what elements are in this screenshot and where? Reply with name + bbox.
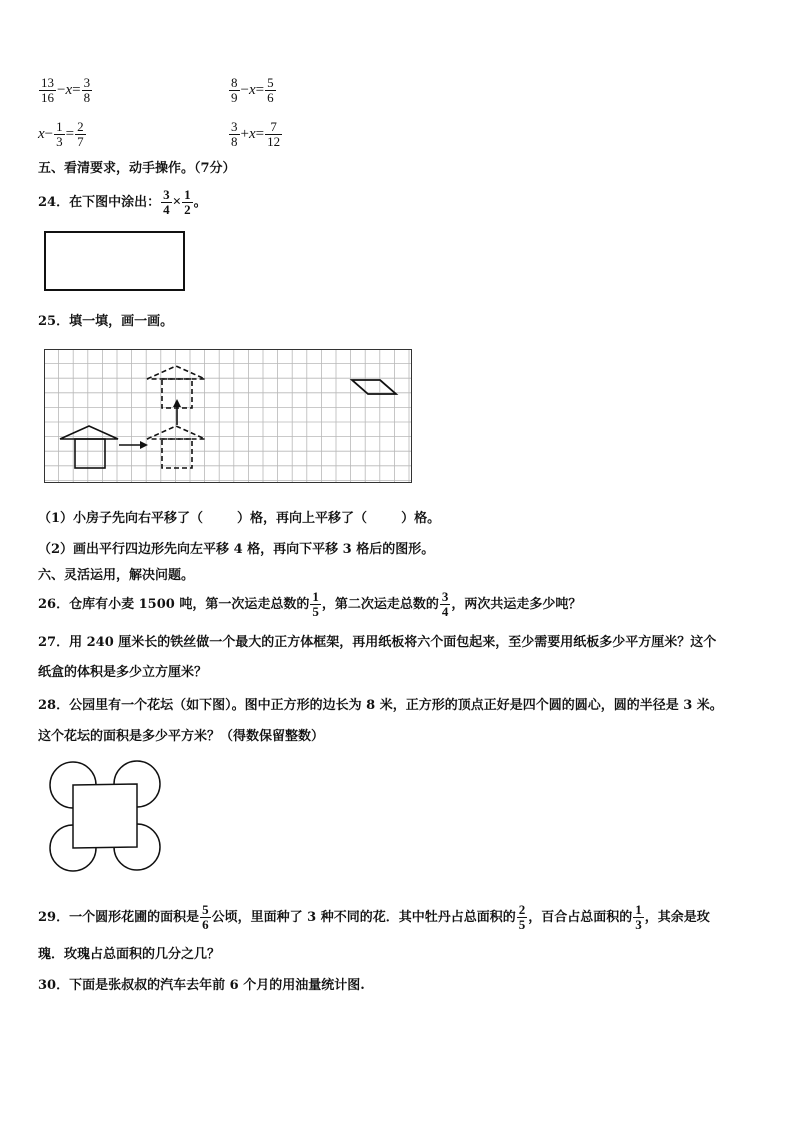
dashed-house-right — [147, 426, 205, 468]
question-29: 29．一个圆形花圃的面积是 $\frac{5}{6}$ 公顷，里面种了 3 种不同的花．其中牡丹占总面积的 $\frac{2}{5}$ ，百合占总面积的 $\frac{1}{3}$ ，其余是玫 — [38, 902, 710, 932]
equation-3: x− $\frac{1}{3}$ = $\frac{2}{7}$ — [38, 119, 84, 149]
equation-2: $\frac{8}{9}$ −x= $\frac{5}{6}$ — [231, 75, 274, 105]
fraction: $\frac{3}{8}$ — [83, 75, 91, 105]
question-25-part-1: （1）小房子先向右平移了（ ）格，再向上平移了（ ）格。 — [38, 511, 441, 526]
arrow-right-icon — [119, 441, 148, 449]
question-24: 24．在下图中涂出： $\frac{3}{4}$ × $\frac{1}{2}$ 。 — [38, 187, 207, 217]
fraction: $\frac{2}{7}$ — [77, 119, 84, 149]
flower-bed-figure — [46, 758, 164, 874]
fraction: $\frac{7}{12}$ — [267, 119, 281, 149]
question-29-line-2: 瑰．玫瑰占总面积的几分之几？ — [38, 947, 221, 962]
shading-rectangle[interactable] — [44, 231, 185, 291]
question-25-part-2: （2）画出平行四边形先向左平移 4 格，再向下平移 3 格后的图形。 — [38, 542, 435, 557]
question-26: 26．仓库有小麦 1500 吨，第一次运走总数的 $\frac{1}{5}$ ，第二次运走总数的 $\frac{3}{4}$ ，两次共运走多少吨？ — [38, 589, 582, 619]
question-28-line-1: 28．公园里有一个花坛（如下图）。图中正方形的边长为 8 米，正方形的顶点正好是四个圆的圆心，圆的半径是 3 米。 — [38, 698, 723, 713]
fraction: $\frac{1}{2}$ — [184, 187, 191, 217]
question-28-line-2: 这个花坛的面积是多少平方米？（得数保留整数） — [38, 729, 325, 744]
section-six-title: 六、灵活运用，解决问题。 — [38, 568, 195, 583]
fraction: $\frac{13}{16}$ — [41, 75, 54, 105]
question-30: 30．下面是张叔叔的汽车去年前 6 个月的用油量统计图. — [38, 978, 365, 993]
equation-4: $\frac{3}{8}$ +x= $\frac{7}{12}$ — [231, 119, 281, 149]
fraction: $\frac{3}{4}$ — [163, 187, 170, 217]
section-five-title: 五、看清要求，动手操作。（7分） — [38, 161, 236, 176]
equation-1: $\frac{13}{16}$ −x= $\frac{3}{8}$ — [41, 75, 91, 105]
translation-grid[interactable] — [44, 349, 412, 483]
center-square — [73, 784, 137, 848]
fraction: $\frac{3}{8}$ — [231, 119, 238, 149]
question-27-line-1: 27．用 240 厘米长的铁丝做一个最大的正方体框架，再用纸板将六个面包起来，至少需要用纸板多少平方厘米？这个 — [38, 635, 717, 650]
original-house — [60, 426, 118, 468]
arrow-up-icon — [173, 399, 181, 425]
fraction: $\frac{5}{6}$ — [202, 902, 209, 932]
fraction: $\frac{3}{4}$ — [441, 589, 449, 619]
fraction: $\frac{5}{6}$ — [267, 75, 274, 105]
parallelogram — [352, 380, 396, 394]
question-25-title: 25．填一填，画一画。 — [38, 314, 174, 329]
fraction: $\frac{2}{5}$ — [518, 902, 526, 932]
fraction: $\frac{8}{9}$ — [231, 75, 238, 105]
question-27-line-2: 纸盒的体积是多少立方厘米？ — [38, 665, 208, 680]
fraction: $\frac{1}{3}$ — [635, 902, 642, 932]
fraction: $\frac{1}{5}$ — [312, 589, 319, 619]
fraction: $\frac{1}{3}$ — [56, 119, 63, 149]
